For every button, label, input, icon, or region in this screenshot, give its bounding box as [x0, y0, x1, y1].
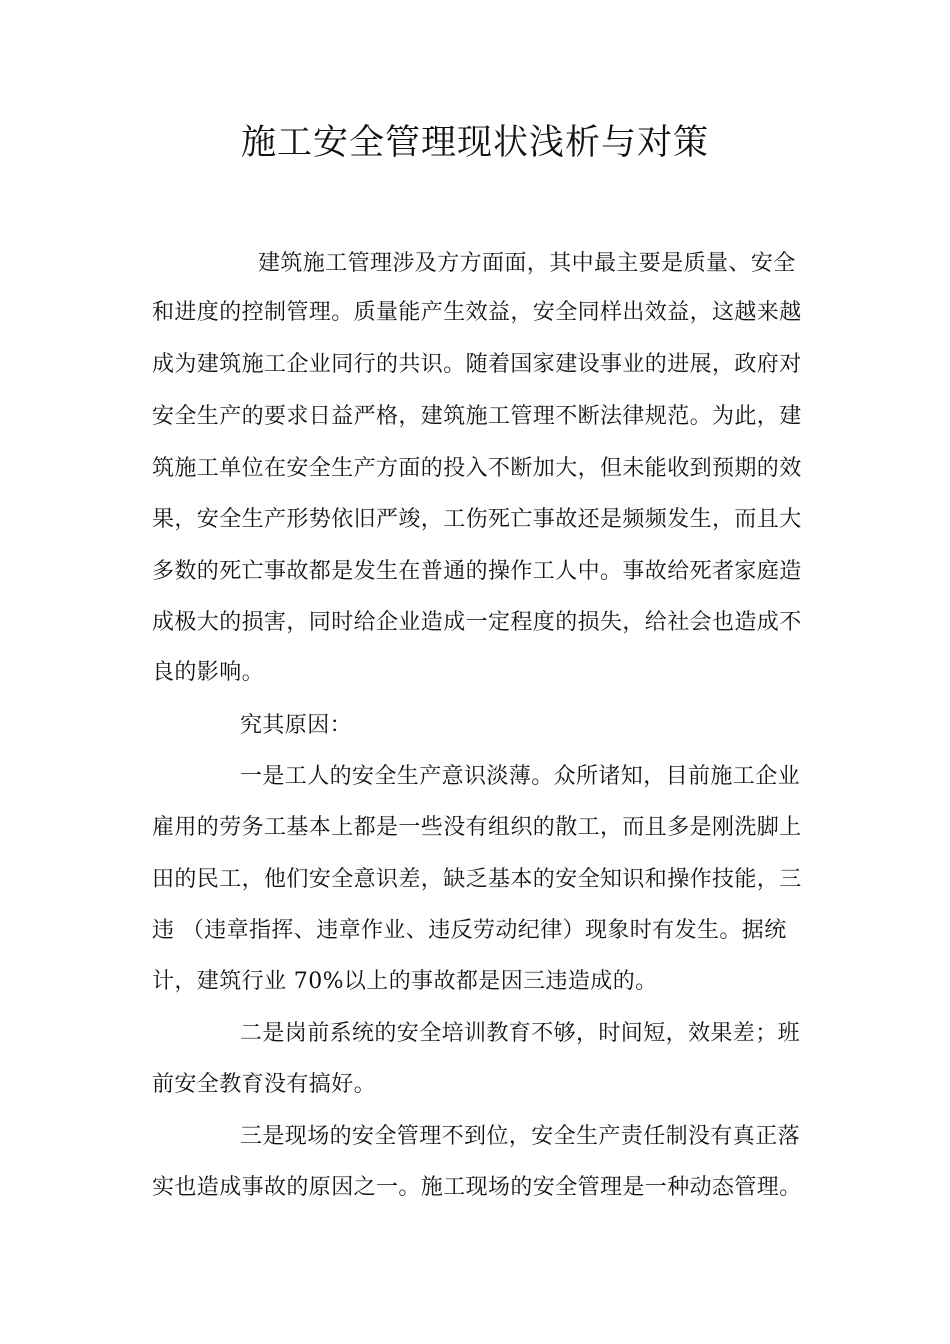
text-line: 田的民工，他们安全意识差，缺乏基本的安全知识和操作技能，三 — [152, 867, 802, 892]
document-title: 施工安全管理现状浅析与对策 — [240, 123, 709, 163]
text-line: 和进度的控制管理。质量能产生效益，安全同样出效益，这越来越 — [152, 300, 802, 325]
text-line: 二是岗前系统的安全培训教育不够，时间短，效果差；班 — [240, 1021, 801, 1046]
text-line: 建筑施工管理涉及方方面面，其中最主要是质量、安全 — [258, 251, 796, 276]
text-line: 究其原因： — [240, 713, 353, 738]
text-line: 安全生产的要求日益严格，建筑施工管理不断法律规范。为此，建 — [152, 404, 802, 429]
text-line: 雇用的劳务工基本上都是一些没有组织的散工，而且多是刚洗脚上 — [152, 815, 802, 840]
text-line: 实也造成事故的原因之一。施工现场的安全管理是一种动态管理。 — [152, 1175, 802, 1200]
text-line: 多数的死亡事故都是发生在普通的操作工人中。事故给死者家庭造 — [152, 559, 802, 584]
text-line: 前安全教育没有搞好。 — [152, 1072, 377, 1097]
text-line: 筑施工单位在安全生产方面的投入不断加大，但未能收到预期的效 — [152, 456, 802, 481]
text-line: 成为建筑施工企业同行的共识。随着国家建设事业的进展，政府对 — [152, 352, 802, 377]
text-line: 计，建筑行业 70%以上的事故都是因三违造成的。 — [152, 969, 658, 994]
text-line: 成极大的损害，同时给企业造成一定程度的损失，给社会也造成不 — [152, 610, 802, 635]
text-line: 良的影响。 — [152, 660, 265, 685]
text-line: 一是工人的安全生产意识淡薄。众所诸知，目前施工企业 — [240, 764, 801, 789]
text-line: 三是现场的安全管理不到位，安全生产责任制没有真正落 — [240, 1124, 801, 1149]
text-line: 违 （违章指挥、违章作业、违反劳动纪律）现象时有发生。据统 — [152, 918, 787, 943]
text-line: 果，安全生产形势依旧严竣，工伤死亡事故还是频频发生，而且大 — [152, 507, 802, 532]
